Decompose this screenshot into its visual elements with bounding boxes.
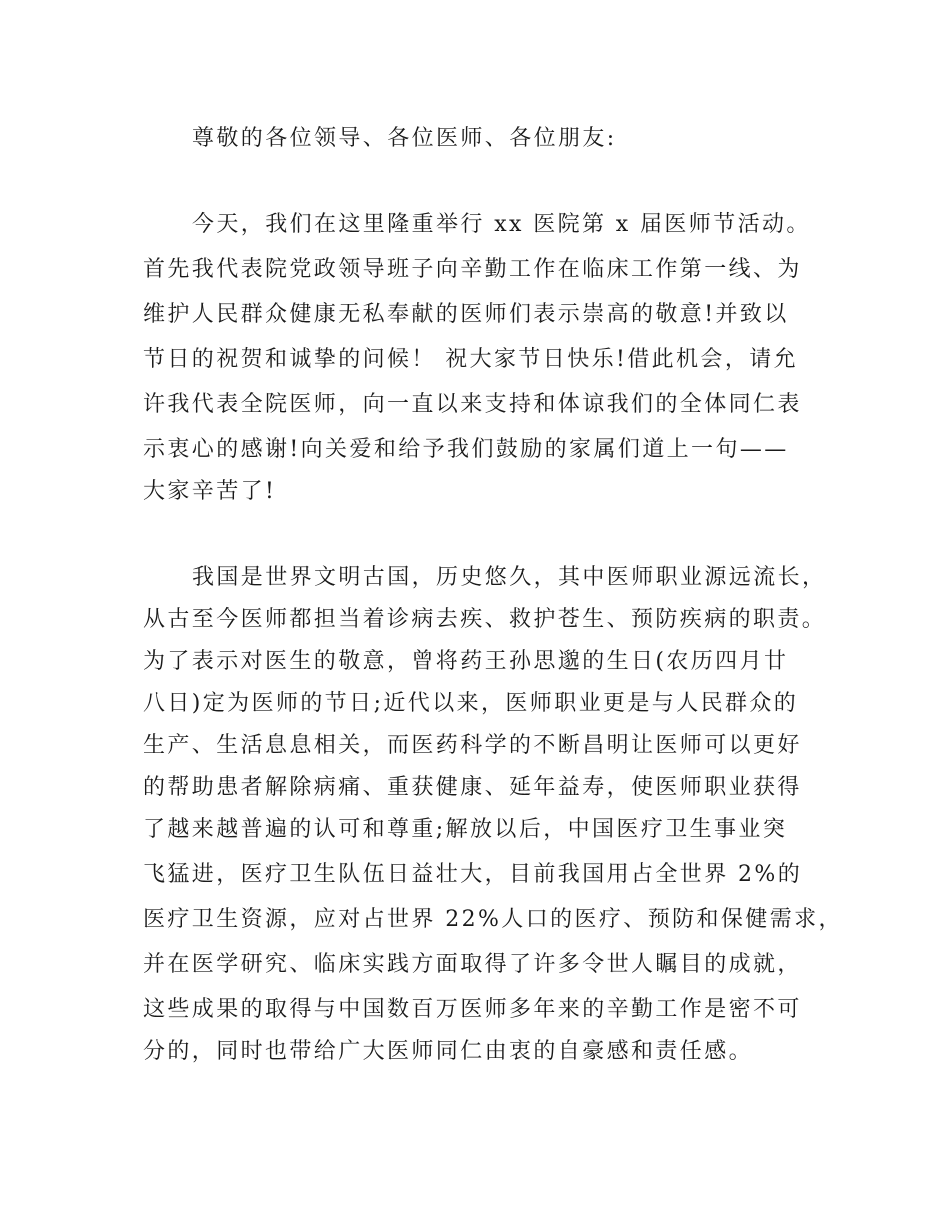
paragraph-line: 今天，我们在这里隆重举行 xx 医院第 x 届医师节活动。 — [192, 212, 811, 237]
paragraph-line: 分的，同时也带给广大医师同仁由衷的自豪感和责任感。 — [143, 1039, 754, 1064]
paragraph-line: 生产、生活息息相关，而医药科学的不断昌明让医师可以更好 — [143, 733, 802, 758]
paragraph-line: 从古至今医师都担当着诊病去疾、救护苍生、预防疾病的职责。 — [143, 607, 827, 632]
paragraph-line: 节日的祝贺和诚挚的问候！ 祝大家节日快乐!借此机会，请允 — [143, 347, 799, 372]
greeting-line: 尊敬的各位领导、各位医师、各位朋友: — [192, 126, 617, 151]
paragraph-line: 维护人民群众健康无私奉献的医师们表示崇高的敬意!并致以 — [143, 302, 789, 327]
paragraph-line: 许我代表全院医师，向一直以来支持和体谅我们的全体同仁表 — [143, 392, 802, 417]
paragraph-line: 首先我代表院党政领导班子向辛勤工作在临床工作第一线、为 — [143, 257, 802, 282]
paragraph-line: 为了表示对医生的敬意，曾将药王孙思邈的生日(农历四月廿 — [143, 649, 789, 674]
paragraph-line: 示衷心的感谢!向关爱和给予我们鼓励的家属们道上一句—— — [143, 437, 789, 462]
paragraph-line: 医疗卫生资源，应对占世界 22%人口的医疗、预防和保健需求， — [143, 907, 843, 932]
paragraph-line: 飞猛进，医疗卫生队伍日益壮大，目前我国用占全世界 2%的 — [143, 862, 803, 887]
paragraph-line: 我国是世界文明古国，历史悠久，其中医师职业源远流长， — [192, 565, 827, 590]
paragraph-line: 大家辛苦了! — [143, 479, 277, 504]
paragraph-line: 并在医学研究、临床实践方面取得了许多令世人瞩目的成就， — [143, 952, 802, 977]
paragraph-line: 八日)定为医师的节日;近代以来，医师职业更是与人民群众的 — [143, 691, 799, 716]
paragraph-line: 了越来越普遍的认可和尊重;解放以后，中国医疗卫生事业突 — [143, 817, 788, 842]
paragraph-line: 这些成果的取得与中国数百万医师多年来的辛勤工作是密不可 — [143, 997, 802, 1022]
paragraph-line: 的帮助患者解除病痛、重获健康、延年益寿，使医师职业获得 — [143, 775, 802, 800]
